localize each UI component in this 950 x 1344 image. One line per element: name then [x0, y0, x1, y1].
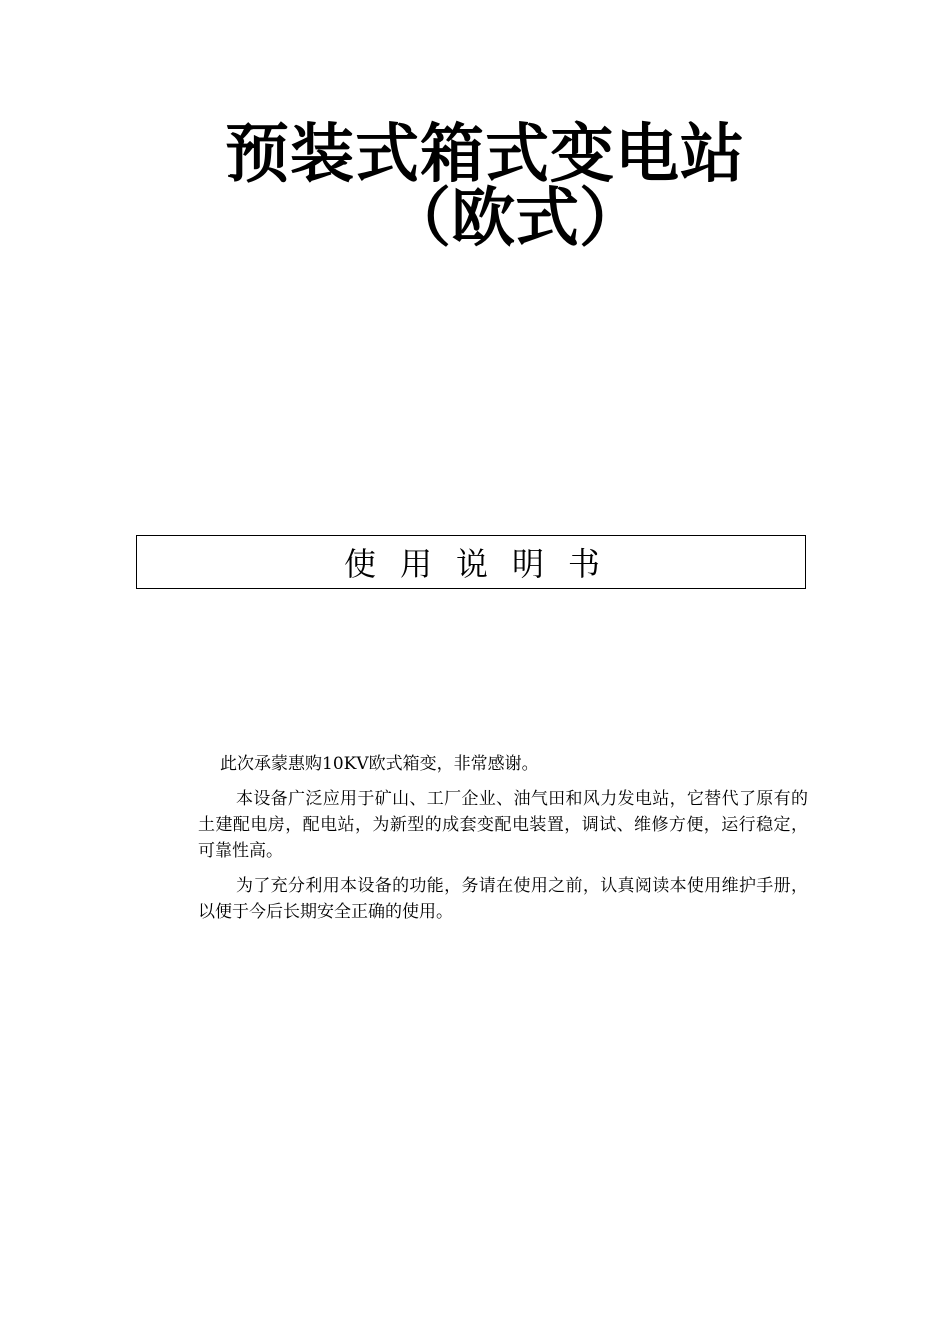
manual-label-box: [136, 535, 806, 589]
manual-label: 使用说明书: [343, 545, 624, 583]
document-subtitle: （欧式）: [387, 182, 643, 256]
document-title: 预装式箱式变电站: [225, 118, 745, 192]
intro-paragraph-thanks: 此次承蒙惠购10KV欧式箱变，非常感谢。: [220, 754, 539, 774]
intro-text: [198, 751, 808, 934]
intro-paragraph-reading-advice: 为了充分利用本设备的功能，务请在使用之前，认真阅读本使用维护手册，以便于今后长期安全正确的使用。: [198, 876, 808, 922]
intro-paragraph-application: 本设备广泛应用于矿山、工厂企业、油气田和风力发电站，它替代了原有的土建配电房，配电站，为新型的成套变配电装置，调试、维修方便，运行稳定，可靠性高。: [198, 789, 808, 861]
